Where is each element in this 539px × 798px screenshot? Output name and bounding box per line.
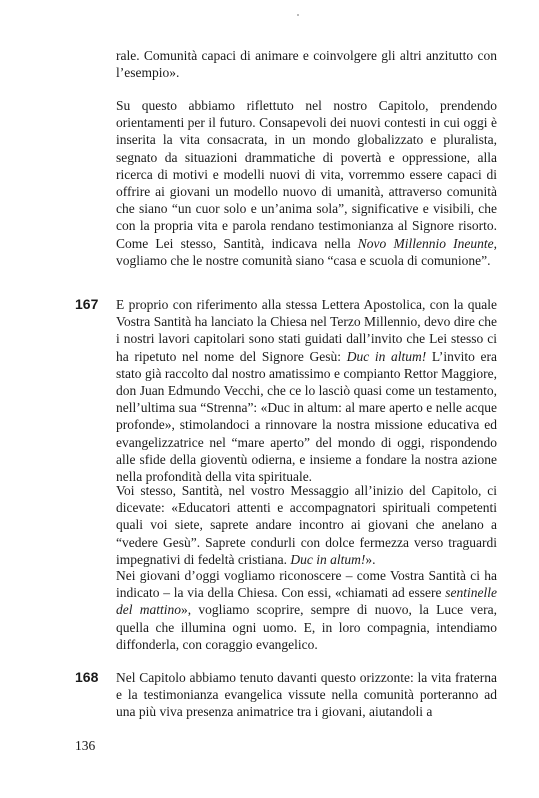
- text-run: Nei giovani d’oggi vogliamo riconoscere – come Vostra Santità ci ha indicato – la via della Chiesa. Con essi, «chiamati ad essere: [116, 568, 497, 601]
- text-run: E proprio con riferimento alla stessa Lettera Apostolica, con la quale Vostra Santità ha lanciato la Chiesa nel Terzo Millennio, devo dire che i nostri lavori capitolari sono stati guidati dall’invito che Lei stesso ci ha ripetuto nel nome del Signore Gesù:: [116, 297, 497, 364]
- text-run: Nel Capitolo abbiamo tenuto davanti questo orizzonte: la vita fraterna e la testimonianza evangelica vissute nella comunità porteranno ad una più viva presenza animatrice tra i giovani, aiutandoli a: [116, 670, 497, 720]
- scan-mark: [297, 14, 299, 16]
- paragraph-continuation: [116, 47, 497, 81]
- paragraph-capitolo: [116, 97, 497, 269]
- text-run: », vogliamo scoprire, sempre di nuovo, la Luce vera, quella che illumina ogni uomo. E, in loro compagnia, intendiamo diffonderla, con coraggio evangelico.: [116, 602, 497, 652]
- text-run: ».: [365, 551, 376, 567]
- text-run: L’invito era stato già raccolto dal nostro amatissimo e compianto Rettor Maggiore, don Juan Edmundo Vecchi, che ce lo lasciò quasi come un testamento, nell’ultima sua “Strenna”: «Duc in altum: al mare aperto e nelle acque profonde», stimolandoci a rinnovare la nostra missione educativa ed evangelizzatrice nel “mare aperto” del mondo di oggi, rispondendo alle sfide della gioventù odierna, e insieme a fondare la nostra azione nella profondità della vita spirituale.: [116, 348, 498, 485]
- text-run: , vogliamo che le nostre comunità siano “casa e scuola di comunione”.: [116, 235, 498, 268]
- text-run: Voi stesso, Santità, nel vostro Messaggio all’inizio del Capitolo, ci dicevate: «Educatori attenti e accompagnatori spirituali competenti quali voi siete, saprete andare incontro ai giovani che anelano a “vedere Gesù”. Saprete condurli con dolce fermezza verso traguardi impegnativi di fedeltà cristiana.: [116, 483, 497, 567]
- paragraph-messaggio: [116, 482, 497, 568]
- text-run: rale. Comunità capaci di animare e coinvolgere gli altri anzitutto con l’esempio».: [116, 48, 497, 81]
- paragraph-168: [116, 669, 497, 721]
- text-run: Su questo abbiamo riflettuto nel nostro Capitolo, prendendo orientamenti per il futuro. Consapevoli dei nuovi contesti in cui oggi è inserita la vita consacrata, in un mondo globalizzato e pluralista, segnato da situazioni drammatiche di povertà e oppressione, alla ricerca di motivi e modelli nuovi di vita, vorremmo essere capaci di offrire ai giovani un modello nuovo di umanità, attraverso comunità che siano “un cuor solo e un’anima sola”, significative e visibili, che con la propria vita e parola rendano testimonianza al Signore risorto. Come Lei stesso, Santità, indicava nella: [116, 98, 497, 251]
- page-number: 136: [75, 738, 96, 753]
- italic-run: Novo Millennio Ineunte: [357, 235, 494, 251]
- paragraph-number-168: 168: [75, 669, 99, 685]
- italic-run: sentinelle del mattino: [116, 585, 497, 618]
- paragraph-167: [116, 296, 497, 485]
- italic-run: Duc in altum!: [346, 348, 427, 364]
- italic-run: Duc in altum!: [290, 551, 366, 567]
- paragraph-number-167: 167: [75, 296, 99, 312]
- paragraph-giovani: [116, 567, 497, 653]
